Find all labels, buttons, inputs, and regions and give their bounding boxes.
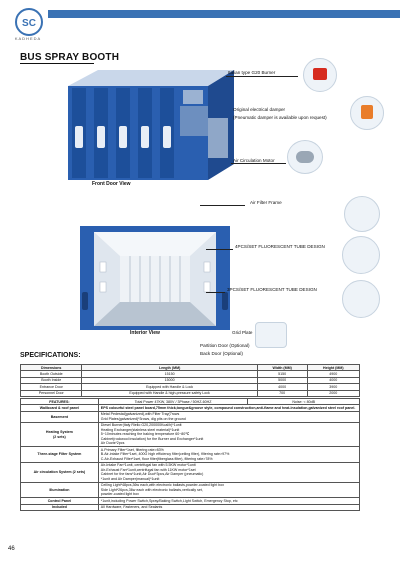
callout-light-3pcs: 3PCS/SET FLUORESCENT TUBE DESIGN — [227, 287, 317, 292]
callout-burner: Italian type G20 Burner — [228, 70, 276, 75]
table-cell: Equipped with Handle & Lock — [82, 384, 257, 390]
company-logo — [14, 7, 44, 37]
feature-text: A.Primary Filter*1set, filtering rate>83% B.Air-intake Filter*1set, 400G high efficiency filter(ceiling filter), filtering rate>97% C.Air-Exhaust Filter*1set, floor filter(fiberglass filter), filtering rate>78% — [98, 447, 359, 462]
leader-line — [226, 76, 298, 77]
booth-front-illustration — [58, 66, 238, 182]
grid-plate-image — [255, 322, 287, 348]
table-row — [21, 390, 360, 396]
table-cell: 4900 — [307, 371, 359, 377]
header-cell: Width (MM) — [257, 365, 307, 371]
table-cell: 4000 — [307, 377, 359, 383]
feature-label: Heating System (2 sets) — [21, 422, 99, 446]
table-cell: 15150 — [82, 371, 257, 377]
header-cell: Length (MM) — [82, 365, 257, 371]
table-cell: 2000 — [307, 390, 359, 396]
callout-back-door: Back Door (Optional) — [200, 351, 243, 356]
leader-line — [200, 205, 245, 206]
feature-label: Wallboard & roof panel — [21, 405, 99, 411]
page-number: 46 — [8, 546, 15, 552]
burner-image — [303, 58, 337, 92]
table-cell: 4000 — [257, 384, 307, 390]
features-label: FEATURES: — [21, 399, 99, 405]
page-title: BUS SPRAY BOOTH — [20, 52, 120, 63]
callout-damper-1: Original electrical damper — [233, 107, 286, 112]
table-cell: Booth Outside — [21, 371, 82, 377]
logo-letters: SC — [22, 18, 36, 29]
feature-label: Included — [21, 504, 99, 510]
table-cell: Personnel Door — [21, 390, 82, 396]
header-cell: Dimensions — [21, 365, 82, 371]
feature-label: Three-stage Filter System — [21, 447, 99, 462]
features-noise: Noise: < 80dB — [248, 399, 360, 405]
feature-text: Ceiling Light*48pcs,36w each,with electronic ballasts,powder-coated light box Side Light*26pcs,36w each with electronic ballasts,vertically set, powder-coated light box — [98, 482, 359, 497]
feature-text: All Hardware, Fasteners, and Sealants — [98, 504, 359, 510]
feature-label: Basement — [21, 411, 99, 422]
feature-label: Air circulation System (2 sets) — [21, 462, 99, 482]
callout-grid-plate: Grid Plate — [232, 330, 253, 335]
callout-partition-door: Partition Door (Optional) — [200, 343, 250, 348]
table-row — [21, 462, 360, 482]
feature-text: EPS colourful steel panel board,75mm thick,tongue&groove style, compound construction,anti-flame and heat-insulation,galvanized steel roof panel. — [98, 405, 359, 411]
callout-damper-2: (Pneumatic damper is available upon request) — [233, 115, 327, 120]
light-4pcs-image — [342, 236, 380, 274]
caption-interior-view: Interior View — [130, 330, 160, 336]
table-cell: 700 — [257, 390, 307, 396]
features-table — [20, 398, 360, 511]
filter-frame-image — [344, 196, 380, 232]
dimensions-table — [20, 364, 360, 397]
light-3pcs-image — [342, 280, 380, 318]
motor-image — [287, 140, 323, 174]
table-row — [21, 411, 360, 422]
table-cell: Equipped with Handle & high-pressure safety Lock — [82, 390, 257, 396]
table-cell: 15000 — [82, 377, 257, 383]
brand-text: KADHEDA — [14, 36, 42, 41]
feature-text: Diesel Burner(Italy Riello G20,200000Kcal/h)*1unit Heating Exchanger(stainless steel material)*1unit 5~10minutes reaching the baking temperature 60~80℃ Cabinet(rockwool insulation) for the Burner and Exchanger*1unit Air Ducts*2pcs — [98, 422, 359, 446]
table-cell: Booth Inside — [21, 377, 82, 383]
specifications-heading: SPECIFICATIONS: — [20, 352, 81, 359]
feature-text: Metal Pedestal(galvanized),with Filter Tray(7rows Grid Plates(galvanized)*3rows, dig pits on the ground — [98, 411, 359, 422]
table-row — [21, 504, 360, 510]
leader-line — [206, 249, 233, 250]
title-underline — [20, 63, 94, 64]
features-power: Total Power 47KW, 380V / 3Phase / 50HZ-60HZ — [98, 399, 248, 405]
table-row — [21, 482, 360, 497]
feature-text: Air-Intake Fan*1unit, centrifugal fan with 5.5KW motor*1unit Air-Exhaust Fan*1unit,centrifugal fan with 11KW motor*1set Cabinet for the fans*1unit,Air Duct*3pcs,Air Damper (pneumatic) *1unit and Air Damper(manual)*1unit — [98, 462, 359, 482]
feature-label: Control Panel — [21, 498, 99, 504]
callout-filter-frame: Air Filter Frame — [250, 200, 282, 205]
table-row — [21, 422, 360, 446]
leader-line — [231, 163, 286, 164]
table-cell: 5000 — [257, 377, 307, 383]
feature-label: Illumination — [21, 482, 99, 497]
table-cell: 3900 — [307, 384, 359, 390]
callout-light-4pcs: 4PCS/SET FLUORESCENT TUBE DESIGN — [235, 244, 325, 249]
table-row — [21, 447, 360, 462]
header-cell: Height (MM) — [307, 365, 359, 371]
feature-text: *1unit,including Power Switch,Spray/Baking Switch,Light Switch, Emergency Stop, etc — [98, 498, 359, 504]
table-cell: Entrance Door — [21, 384, 82, 390]
leader-line — [206, 292, 225, 293]
booth-interior-illustration — [80, 222, 230, 332]
callout-motor: Air Circulation Motor — [233, 158, 275, 163]
header-bar — [48, 10, 400, 18]
caption-front-view: Front Door View — [92, 181, 131, 187]
damper-image — [350, 96, 384, 130]
table-cell: 5150 — [257, 371, 307, 377]
